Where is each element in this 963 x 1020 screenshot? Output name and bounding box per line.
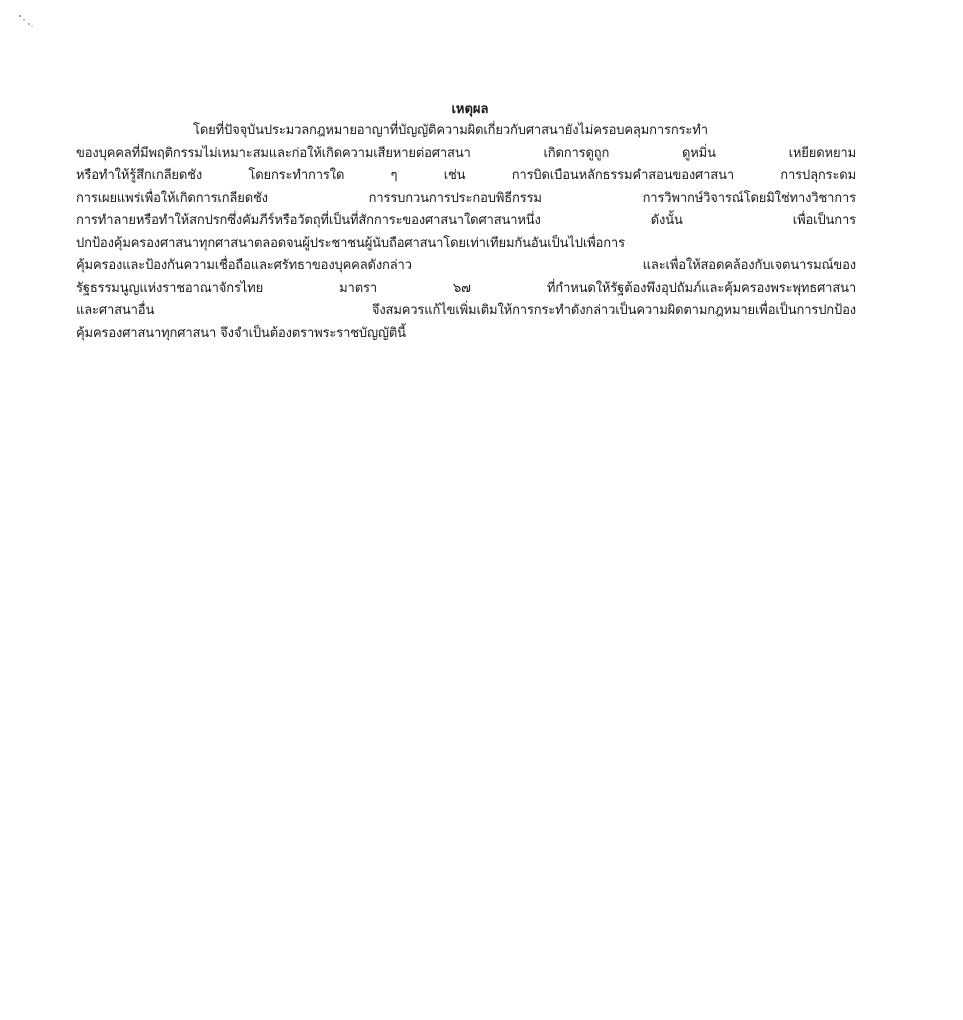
- body-line: หรือทำให้รู้สึกเกลียดชัง โดยกระทำการใด ๆ เช่น การบิดเบือนหลักธรรมคำสอนของศาสนา การปลุกระดม: [76, 168, 856, 183]
- scan-speck-mark: [18, 14, 36, 28]
- body-line: คุ้มครองศาสนาทุกศาสนา จึงจำเป็นต้องตราพระราชบัญญัตินี้: [76, 325, 406, 341]
- document-title: เหตุผล: [451, 102, 489, 117]
- body-line: ของบุคคลที่มีพฤติกรรมไม่เหมาะสมและก่อให้เกิดความเสียหายต่อศาสนา เกิดการดูถูก ดูหมิ่น เหยียดหยาม: [76, 145, 856, 161]
- body-line: ปกป้องคุ้มครองศาสนาทุกศาสนาตลอดจนผู้ประชาชนผู้นับถือศาสนาโดยเท่าเทียมกันอันเป็นไปเพื่อการ: [76, 235, 625, 251]
- document-page: [76, 100, 856, 345]
- body-line: การเผยแพร่เพื่อให้เกิดการเกลียดชัง การรบกวนการประกอบพิธีกรรม การวิพากษ์วิจารณ์โดยมิใช่ทางวิชาการ: [76, 190, 856, 206]
- document-body: [76, 120, 856, 345]
- body-line: คุ้มครองและป้องกันความเชื่อถือและศรัทธาของบุคคลดังกล่าว และเพื่อให้สอดคล้องกับเจตนารมณ์ของ: [76, 258, 856, 273]
- body-line: และศาสนาอื่น จึงสมควรแก้ไขเพิ่มเติมให้การกระทำดังกล่าวเป็นความผิดตามกฎหมายเพื่อเป็นการปกป้อง: [76, 303, 856, 318]
- body-line: โดยที่ปัจจุบันประมวลกฎหมายอาญาที่บัญญัติความผิดเกี่ยวกับศาสนายังไม่ครอบคลุมการกระทำ: [193, 123, 708, 138]
- body-line: รัฐธรรมนูญแห่งราชอาณาจักรไทย มาตรา ๖๗ ที่กำหนดให้รัฐต้องพึงอุปถัมภ์และคุ้มครองพระพุทธศาสนา: [76, 280, 856, 296]
- body-line: การทำลายหรือทำให้สกปรกซึ่งคัมภีร์หรือวัตถุที่เป็นที่สักการะของศาสนาใดศาสนาหนึ่ง ดังนั้น เพื่อเป็นการ: [76, 213, 856, 228]
